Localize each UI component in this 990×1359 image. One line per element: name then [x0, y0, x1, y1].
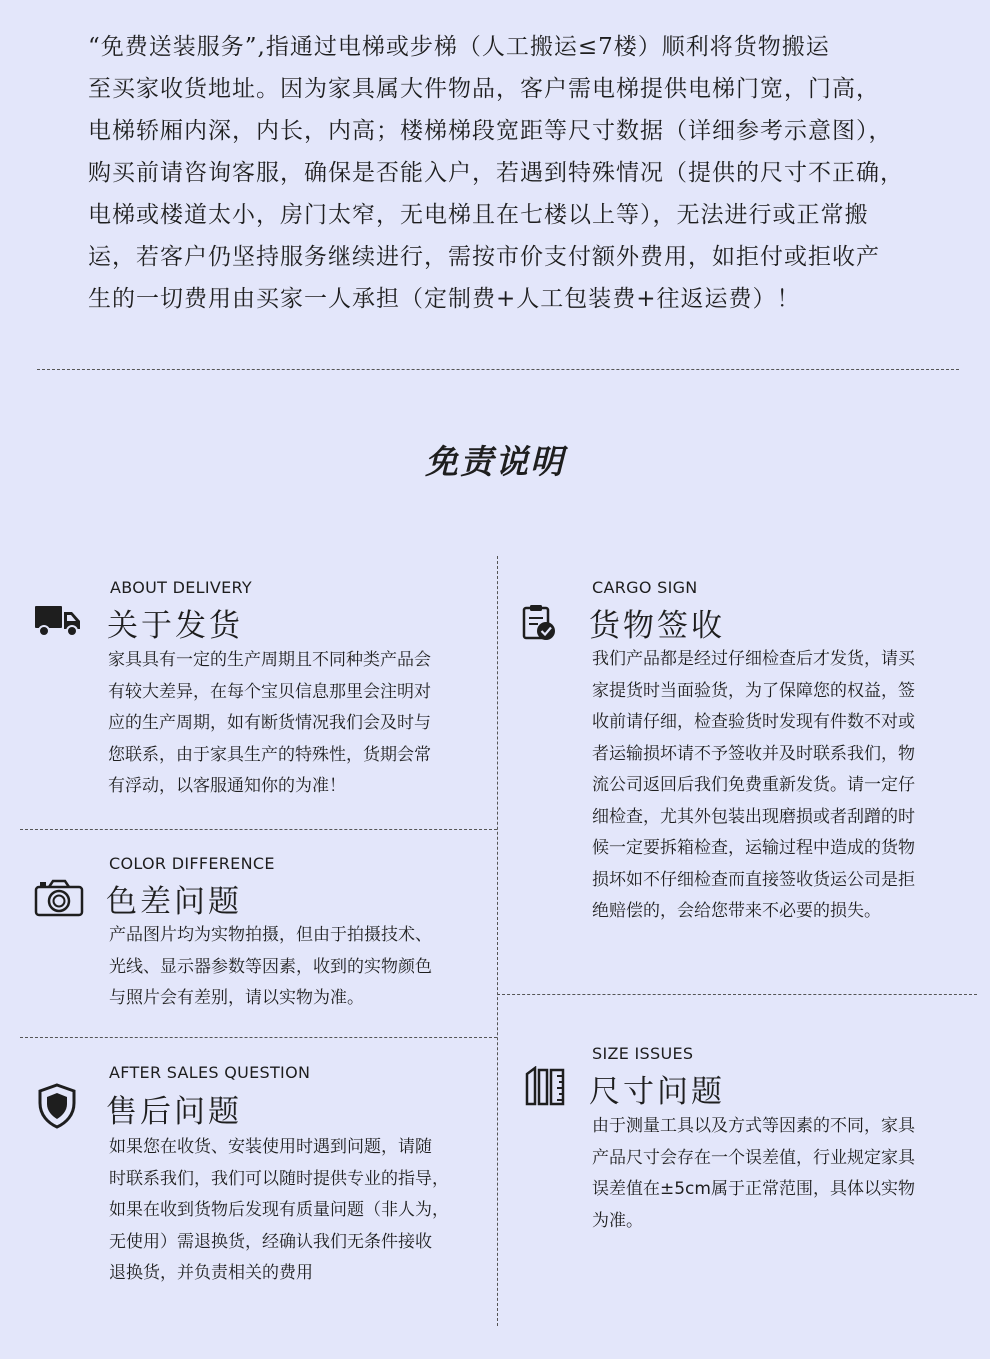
intro-line: 生的一切费用由买家一人承担（定制费+人工包装费+往返运费）！ — [88, 286, 801, 312]
text-line: 有浮动，以客服通知你的为准！ — [108, 776, 346, 796]
text-line: 如果在收到货物后发现有质量问题（非人为， — [109, 1200, 449, 1220]
text-line: 流公司返回后我们免费重新发货。请一定仔 — [592, 775, 915, 795]
text-line: 误差值在±5cm属于正常范围，具体以实物 — [592, 1179, 915, 1199]
cargo-cn-title: 货物签收 — [589, 608, 725, 644]
text-line: 者运输损坏请不予签收并及时联系我们，物 — [592, 743, 915, 764]
delivery-text — [108, 645, 431, 803]
text-line: 产品尺寸会存在一个误差值，行业规定家具 — [592, 1147, 915, 1168]
text-line: 损坏如不仔细检查而直接签收货运公司是拒 — [592, 869, 915, 890]
text-line: 收前请仔细，检查验货时发现有件数不对或 — [592, 712, 915, 732]
truck-icon — [35, 604, 81, 638]
intro-line: 运，若客户仍坚持服务继续进行，需按市价支付额外费用，如拒付或拒收产 — [88, 244, 880, 270]
horizontal-divider — [20, 829, 497, 830]
aftersales-text — [109, 1132, 449, 1290]
aftersales-cn-title: 售后问题 — [106, 1094, 242, 1130]
vertical-divider — [497, 556, 498, 1326]
text-line: 绝赔偿的，会给您带来不必要的损失。 — [592, 901, 881, 921]
shield-icon — [37, 1083, 77, 1129]
intro-line: 电梯轿厢内深，内长，内高；楼梯梯段宽距等尺寸数据（详细参考示意图）， — [88, 118, 893, 144]
text-line: 产品图片均为实物拍摄，但由于拍摄技术、 — [109, 925, 432, 945]
size-text — [592, 1111, 915, 1237]
text-line: 您联系，由于家具生产的特殊性，货期会常 — [108, 744, 431, 765]
text-line: 为准。 — [592, 1210, 643, 1231]
horizontal-divider — [497, 994, 977, 995]
intro-line: 电梯或楼道太小，房门太窄，无电梯且在七楼以上等），无法进行或正常搬 — [88, 202, 869, 228]
text-line: 家提货时当面验货，为了保障您的权益，签 — [592, 680, 915, 701]
text-line: 如果您在收货、安装使用时遇到问题，请随 — [109, 1137, 432, 1157]
size-cn-title: 尺寸问题 — [589, 1074, 725, 1110]
section-title: 免责说明 — [425, 442, 565, 481]
ruler-icon — [524, 1066, 566, 1106]
text-line: 光线、显示器参数等因素，收到的实物颜色 — [109, 956, 432, 977]
cargo-en-title: CARGO SIGN — [592, 578, 698, 597]
text-line: 家具具有一定的生产周期且不同种类产品会 — [108, 650, 431, 670]
size-en-title: SIZE ISSUES — [592, 1044, 694, 1063]
horizontal-divider — [20, 1037, 497, 1038]
text-line: 退换货，并负责相关的费用 — [109, 1263, 313, 1283]
top-divider — [37, 369, 959, 370]
color-en-title: COLOR DIFFERENCE — [109, 854, 275, 873]
text-line: 候一定要拆箱检查，运输过程中造成的货物 — [592, 838, 915, 858]
text-line: 应的生产周期，如有断货情况我们会及时与 — [108, 713, 431, 733]
text-line: 无使用）需退换货，经确认我们无条件接收 — [109, 1231, 432, 1252]
text-line: 细检查，尤其外包装出现磨损或者刮蹭的时 — [592, 806, 915, 827]
color-cn-title: 色差问题 — [106, 884, 242, 920]
color-text — [109, 920, 432, 1015]
cargo-text — [592, 644, 915, 928]
text-line: 时联系我们，我们可以随时提供专业的指导， — [109, 1168, 449, 1189]
intro-line: 购买前请咨询客服，确保是否能入户，若遇到特殊情况（提供的尺寸不正确， — [88, 160, 904, 186]
text-line: 由于测量工具以及方式等因素的不同，家具 — [592, 1116, 915, 1136]
camera-icon — [34, 879, 84, 917]
clipboard-check-icon — [521, 603, 557, 641]
delivery-en-title: ABOUT DELIVERY — [110, 578, 252, 597]
intro-paragraph — [88, 26, 968, 320]
delivery-cn-title: 关于发货 — [107, 608, 243, 644]
intro-line: “免费送装服务”,指通过电梯或步梯（人工搬运≤7楼）顺利将货物搬运 — [88, 34, 830, 60]
text-line: 与照片会有差别，请以实物为准。 — [109, 988, 364, 1008]
text-line: 我们产品都是经过仔细检查后才发货，请买 — [592, 649, 915, 669]
text-line: 有较大差异，在每个宝贝信息那里会注明对 — [108, 681, 431, 702]
intro-line: 至买家收货地址。因为家具属大件物品，客户需电梯提供电梯门宽，门高， — [88, 76, 880, 102]
aftersales-en-title: AFTER SALES QUESTION — [109, 1063, 311, 1082]
